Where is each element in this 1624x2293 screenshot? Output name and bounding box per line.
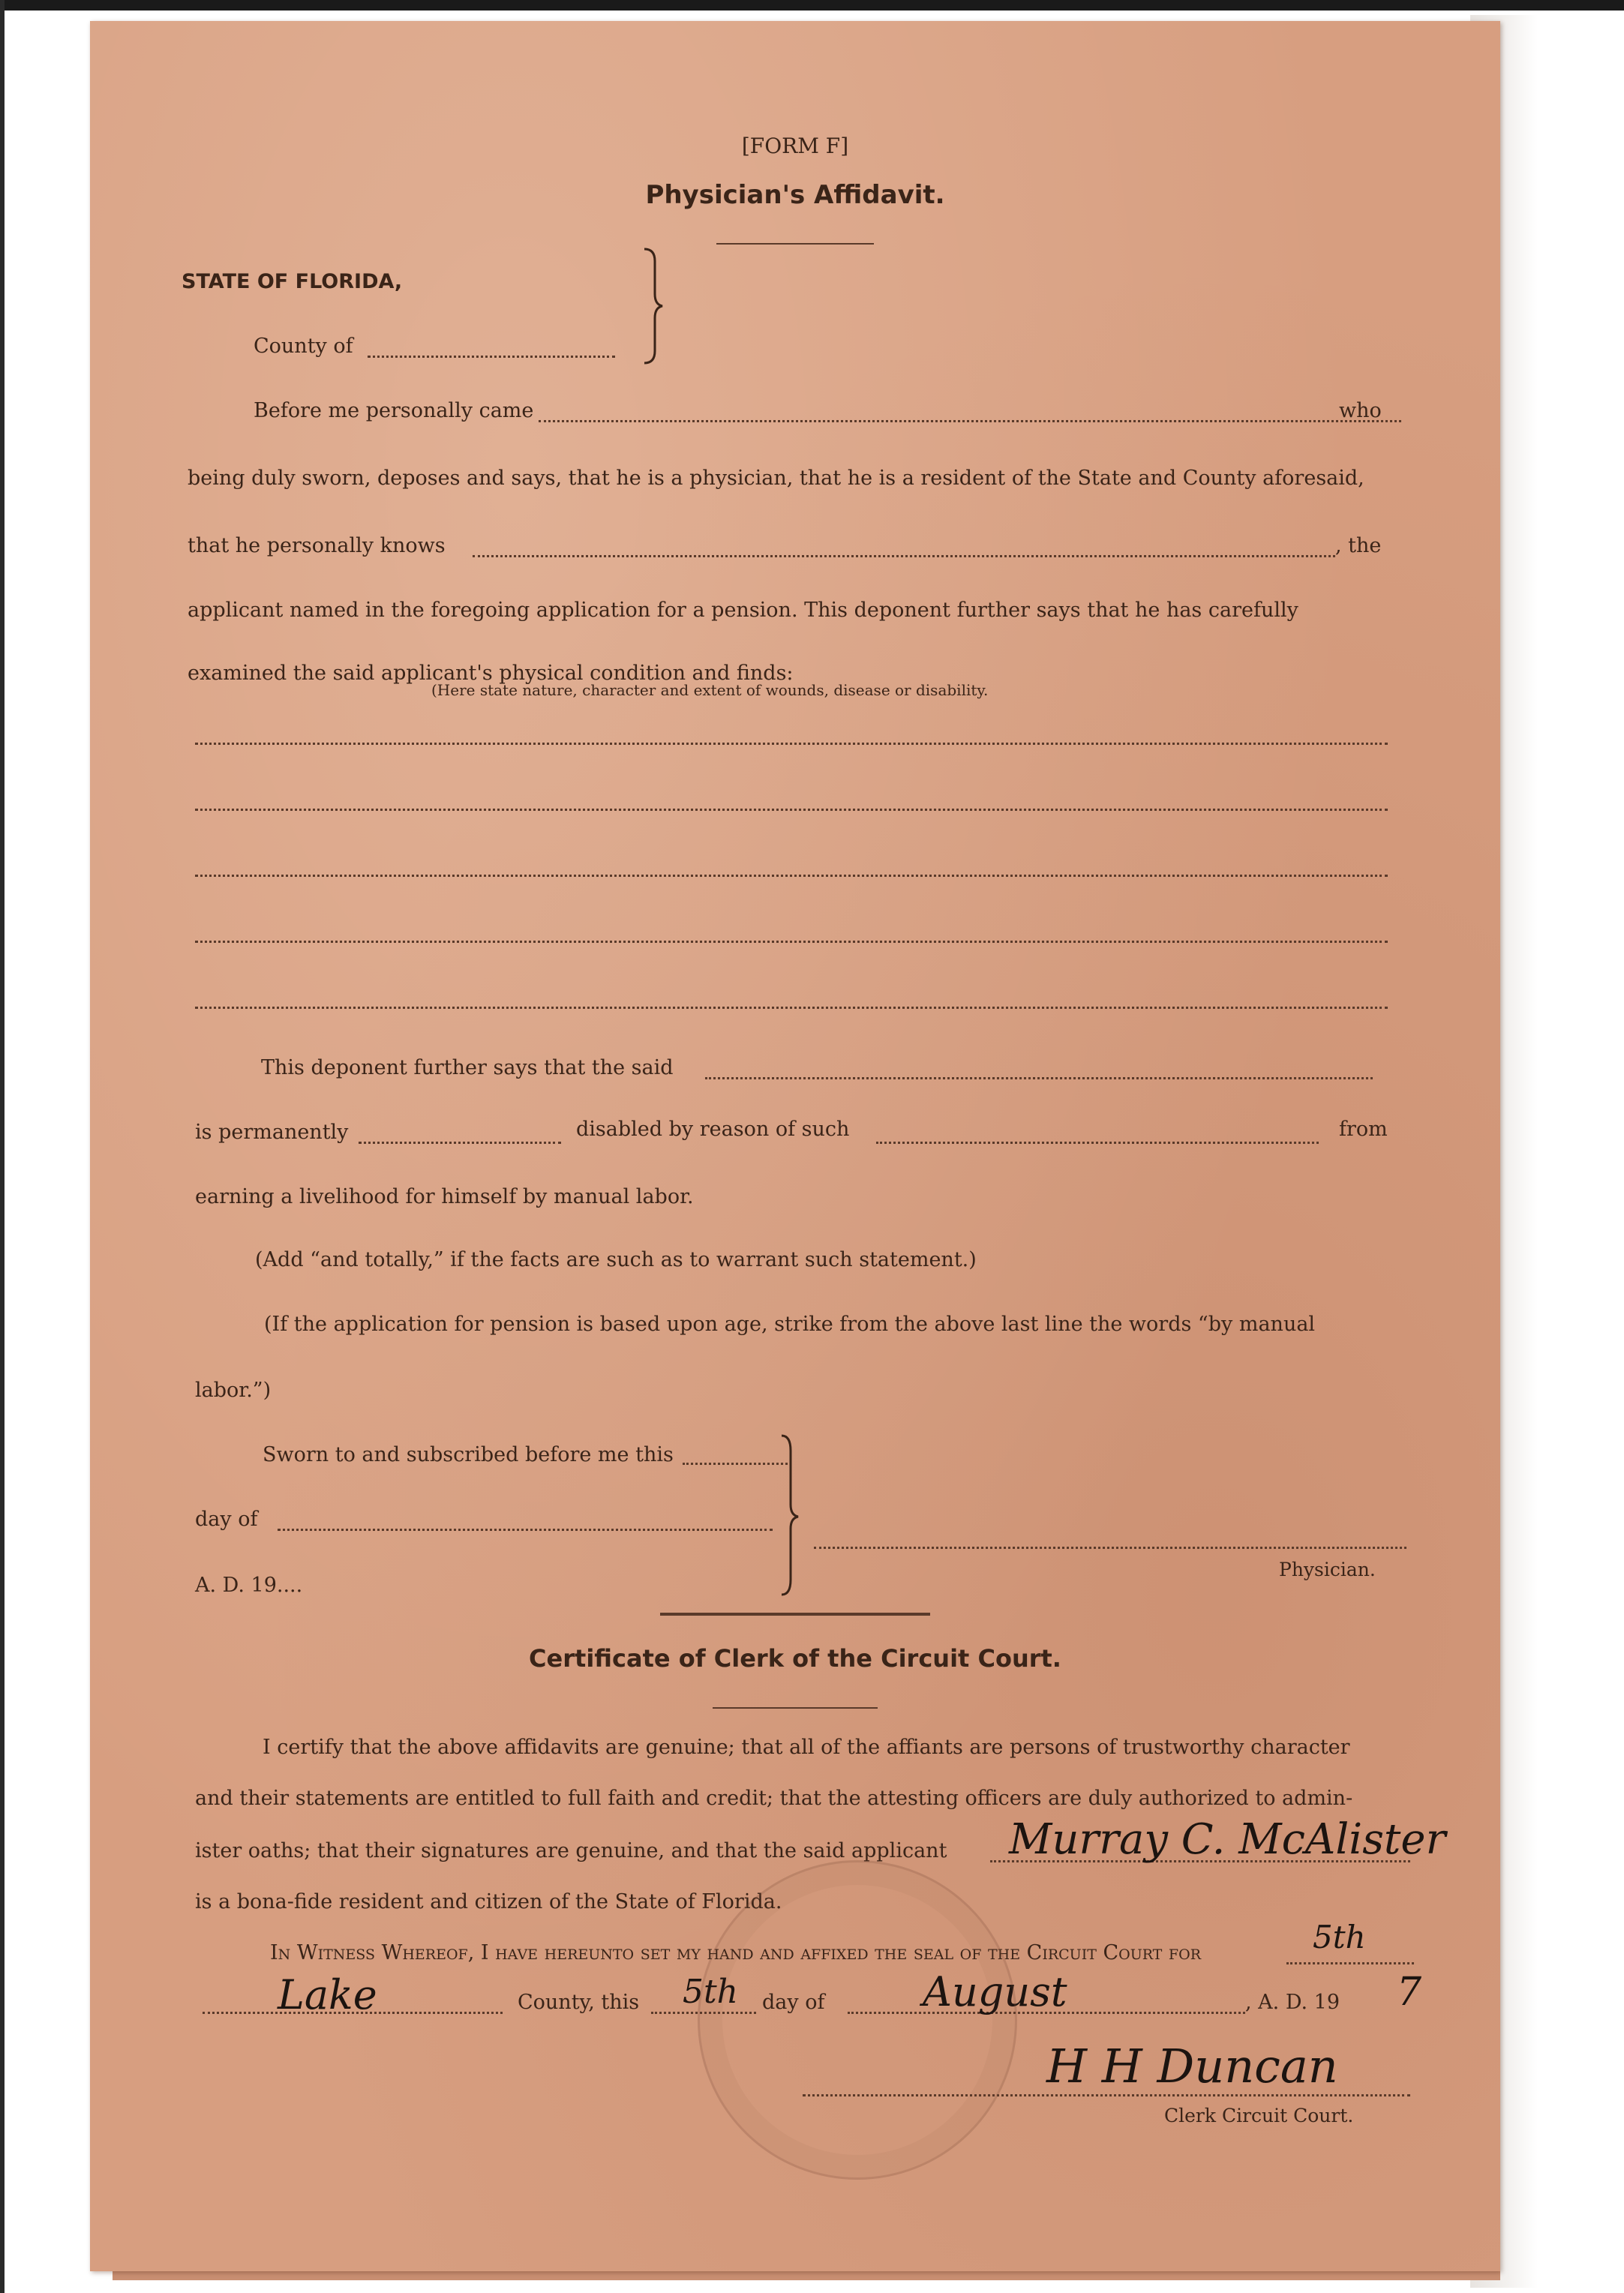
the-text: , the (1335, 534, 1382, 557)
sworn-text: Sworn to and subscribed before me this (263, 1443, 674, 1466)
oaths-text: ister oaths; that their signatures are genuine, and that the said applicant (195, 1839, 947, 1862)
county-this-text: County, this (518, 1991, 640, 2014)
state-nature-note: (Here state nature, character and extent of wounds, disease or disability. (431, 681, 989, 699)
day-of-blank (278, 1529, 773, 1531)
circuit-court-seal-embossed (698, 1860, 1017, 2180)
state-line: STATE OF FLORIDA, (182, 270, 403, 293)
section-divider (660, 1613, 930, 1616)
findings-line-3 (195, 875, 1388, 877)
deponent-further-text: This deponent further says that the said (261, 1056, 674, 1079)
bona-fide-text: is a bona-fide resident and citizen of the State of Florida. (195, 1890, 782, 1913)
clerk-signature: H H Duncan (1046, 2039, 1338, 2093)
day-of-label: day of (195, 1508, 258, 1531)
day-handwritten: 5th (683, 1973, 739, 2011)
personally-knows-text: that he personally knows (188, 534, 446, 557)
certificate-title: Certificate of Clerk of the Circuit Court. (529, 1644, 1061, 1673)
certificate-underline (713, 1707, 878, 1709)
findings-line-2 (195, 809, 1388, 811)
applicant-blank (473, 555, 1335, 557)
said-blank (705, 1077, 1373, 1079)
permanently-text: is permanently (195, 1121, 349, 1144)
sworn-brace (779, 1433, 801, 1598)
county-handwritten: Lake (278, 1971, 377, 2018)
scan-border-left (0, 0, 5, 2293)
clerk-label: Clerk Circuit Court. (1164, 2105, 1354, 2126)
applicant-named-text: applicant named in the foregoing application for a pension. This deponent further says that he has carefully (188, 599, 1298, 622)
form-label: [FORM F] (741, 134, 849, 158)
findings-line-4 (195, 941, 1388, 943)
disability-blank (876, 1142, 1319, 1144)
day-of-text: day of (762, 1991, 825, 2014)
month-handwritten: August (923, 1968, 1067, 2015)
physician-signature-line (814, 1547, 1406, 1549)
add-totally-note: (Add “and totally,” if the facts are such as to warrant such statement.) (255, 1248, 977, 1271)
applicant-name-handwritten: Murray C. McAlister (1009, 1815, 1446, 1864)
circuit-blank (1286, 1962, 1414, 1964)
state-brace (641, 246, 664, 366)
findings-line-5 (195, 1007, 1388, 1009)
age-note-text: (If the application for pension is based upon age, strike from the above last line the words “by manual (264, 1313, 1316, 1336)
labor-close-text: labor.”) (195, 1379, 272, 1402)
certify-text: I certify that the above affidavits are genuine; that all of the affiants are persons of trustworthy character (263, 1736, 1350, 1759)
circuit-handwritten: 5th (1313, 1919, 1366, 1955)
year-digit-handwritten: 7 (1397, 1970, 1422, 2015)
statements-text: and their statements are entitled to full faith and credit; that the attesting officers are duly authorized to admin- (195, 1787, 1353, 1810)
examined-text: examined the said applicant's physical condition and finds: (188, 662, 794, 685)
physician-label: Physician. (1279, 1559, 1376, 1580)
permanently-blank (359, 1142, 561, 1144)
sworn-physician-text: being duly sworn, deposes and says, that he is a physician, that he is a resident of the State and County aforesaid, (188, 467, 1364, 490)
from-text: from (1339, 1118, 1388, 1141)
title-underline (716, 243, 874, 245)
livelihood-text: earning a livelihood for himself by manual labor. (195, 1185, 694, 1208)
witness-text: In Witness Whereof, I have hereunto set my hand and affixed the seal of the Circuit Court for (270, 1941, 1201, 1964)
ad-year-text: , A. D. 19 (1245, 1991, 1340, 2014)
document-title: Physician's Affidavit. (645, 180, 945, 210)
affiant-name-blank (539, 420, 1401, 422)
ad-line: A. D. 19.... (195, 1574, 303, 1597)
findings-line-1 (195, 743, 1388, 745)
sworn-day-blank (683, 1463, 788, 1465)
scan-border-top (0, 0, 1624, 11)
disabled-by-text: disabled by reason of such (576, 1118, 850, 1141)
county-label: County of (254, 335, 353, 358)
county-blank (368, 356, 615, 358)
who-text: who (1339, 399, 1382, 422)
before-me-text: Before me personally came (254, 399, 534, 422)
